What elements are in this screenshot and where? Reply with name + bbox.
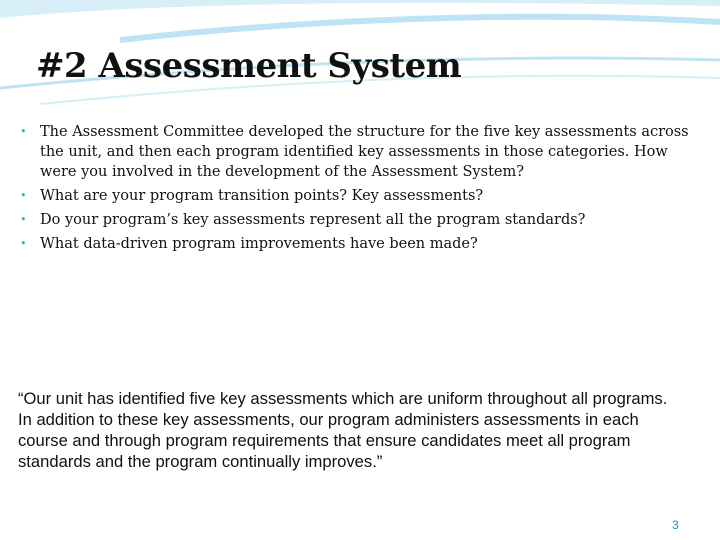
bullet-text: What are your program transition points? Key assessments?: [40, 188, 484, 204]
bullet-icon: •: [20, 213, 27, 226]
bullet-item: [18, 186, 698, 206]
bullet-icon: •: [20, 125, 27, 138]
quote-text: “Our unit has identified five key assessments which are uniform throughout all programs. In addition to these key assessments, our program administers assessments in each course and through program requirements that ensure candidates meet all program standards and the program continually improves.”: [18, 389, 668, 471]
page-number: 3: [672, 518, 679, 532]
bullet-icon: •: [20, 189, 27, 202]
bullet-item: [18, 234, 698, 254]
bullet-text: Do your program’s key assessments represent all the program standards?: [40, 212, 586, 228]
bullet-list: [18, 122, 698, 258]
bullet-item: [18, 210, 698, 230]
slide-title: #2 Assessment System: [36, 46, 462, 86]
bullet-text: The Assessment Committee developed the structure for the five key assessments across the unit, and then each program identified key assessments in those categories. How were you involved in the development of the Assessment System?: [40, 124, 689, 180]
bullet-item: [18, 122, 698, 182]
bullet-icon: •: [20, 237, 27, 250]
bullet-text: What data-driven program improvements have been made?: [40, 236, 478, 252]
